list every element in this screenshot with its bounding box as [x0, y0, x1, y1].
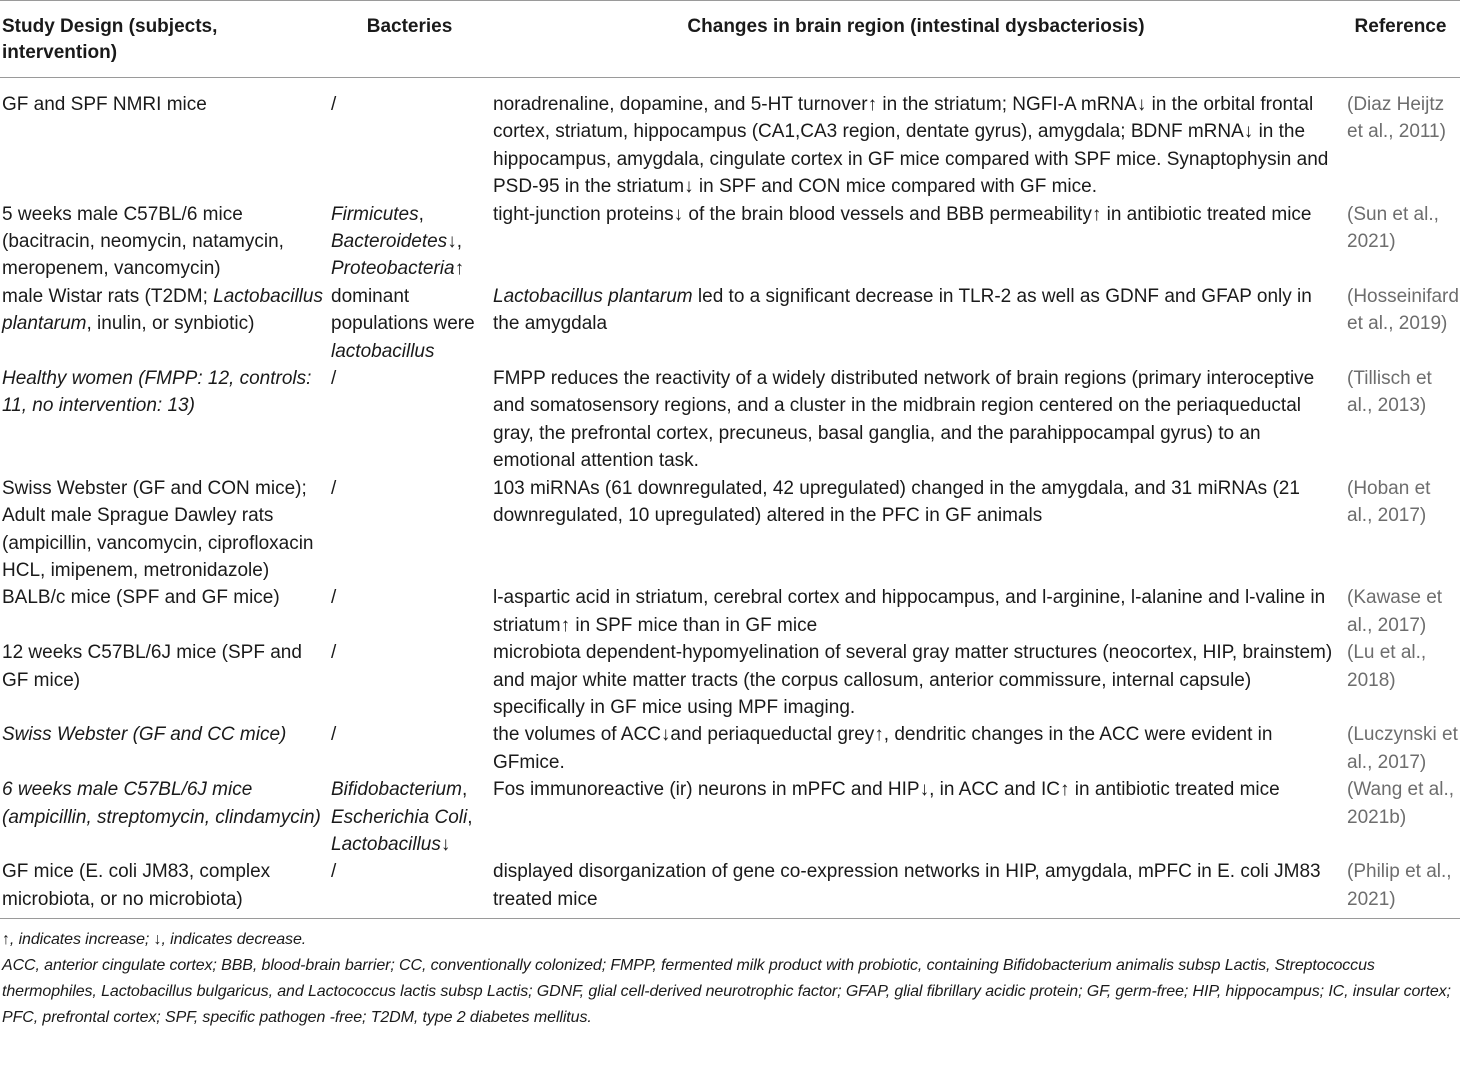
cell-design: Swiss Webster (GF and CON mice); Adult male Sprague Dawley rats (ampicillin, vancomycin, ciprofloxacin HCL, imipenem, metronidazole) — [2, 477, 314, 581]
bacteria-name: Escherichia Coli — [331, 806, 468, 828]
table-row — [0, 78, 1460, 201]
cell-reference-link[interactable]: (Lu et al., 2018) — [1347, 642, 1427, 691]
bacteria-name: Bacteroidetes — [331, 231, 448, 253]
bacteria-name: Firmicutes — [331, 203, 419, 225]
cell-changes: 103 miRNAs (61 downregulated, 42 upregulated) changed in the amygdala, and 31 miRNAs (21 downregulated, 10 upregulated) altered in the PFC in GF animals — [493, 477, 1300, 527]
header-changes: Changes in brain region (intestinal dysbacteriosis) — [491, 1, 1341, 78]
cell-design: GF mice (E. coli JM83, complex microbiota, or no microbiota) — [2, 861, 271, 910]
bacteria-sep: , — [467, 806, 473, 828]
footnote-abbreviations: ACC, anterior cingulate cortex; BBB, blood-brain barrier; CC, conventionally colonized; FMPP, fermented milk product with probiotic, containing Bifidobacterium animalis subsp Lactis, Streptococcus thermophiles, Lactobacillus bulgaricus, and Lactococcus lactis subsp Lactis; GDNF, glial cell-derived neurotrophic factor; GFAP, glial fibrillary acidic protein; GF, germ-free; HIP, hippocampus; IC, insular cortex; PFC, prefrontal cortex; SPF, specific pathogen -free; T2DM, type 2 diabetes mellitus. — [2, 957, 1451, 1027]
cell-bacteria — [328, 776, 491, 858]
cell-reference-link[interactable]: (Wang et al., 2021b) — [1347, 779, 1455, 828]
cell-changes: noradrenaline, dopamine, and 5-HT turnover↑ in the striatum; NGFI-A mRNA↓ in the orbital frontal cortex, striatum, hippocampus (CA1,CA3 region, dentate gyrus), amygdala; BDNF mRNA↓ in the hippocampus, amygdala, cingulate cortex in GF mice compared with SPF mice. Synaptophysin and PSD-95 in the striatum↓ in SPF and CON mice compared with GF mice. — [493, 94, 1329, 198]
table-row — [0, 365, 1460, 475]
cell-reference-link[interactable]: (Hoban et al., 2017) — [1347, 477, 1431, 527]
bacteria-sep: , — [461, 779, 468, 801]
table-row — [0, 776, 1460, 858]
footnote-arrows: ↑, indicates increase; ↓, indicates decrease. — [2, 931, 307, 949]
table-row — [0, 721, 1460, 776]
cell-bacteria: / — [331, 477, 337, 499]
cell-changes: microbiota dependent-hypomyelination of several gray matter structures (neocortex, HIP, brainstem) and major white matter tracts (the corpus callosum, anterior commissure, internal capsule) specifically in GF mice using MPF imaging. — [493, 642, 1333, 718]
cell-bacteria: / — [331, 94, 337, 115]
cell-changes: Fos immunoreactive (ir) neurons in mPFC and HIP↓, in ACC and IC↑ in antibiotic treated mice — [493, 779, 1280, 801]
cell-reference-link[interactable]: (Kawase et al., 2017) — [1347, 587, 1443, 636]
cell-design: Healthy women (FMPP: 12, controls: 11, no intervention: 13) — [2, 368, 312, 417]
cell-changes: l-aspartic acid in striatum, cerebral cortex and hippocampus, and l-arginine, l-alanine and l-valine in striatum↑ in SPF mice than in GF mice — [493, 587, 1326, 636]
cell-bacteria: / — [331, 724, 337, 746]
cell-bacteria: / — [331, 642, 337, 664]
table-row — [0, 639, 1460, 721]
cell-design: BALB/c mice (SPF and GF mice) — [2, 587, 280, 609]
bacteria-name: Lactobacillus — [331, 833, 441, 855]
cell-bacteria: / — [331, 368, 337, 390]
bacteria-sep: , — [418, 203, 424, 225]
cell-changes: FMPP reduces the reactivity of a widely distributed network of brain regions (primary interoceptive and somatosensory regions, and a cluster in the midbrain region centered on the periaqueductal gray, the prefrontal cortex, precuneus, basal ganglia, and the parahippocampal gyrus) to an emotional attention task. — [493, 368, 1315, 472]
bacteria-name: Proteobacteria — [331, 258, 455, 280]
table-row — [0, 201, 1460, 283]
cell-design — [0, 283, 328, 365]
design-species: Lactobacillus plantarum — [2, 285, 323, 335]
table-row — [0, 475, 1460, 585]
cell-design: GF and SPF NMRI mice — [2, 94, 207, 115]
bacteria-sep: ↑ — [454, 258, 465, 280]
bacteria-name: lactobacillus — [331, 340, 435, 362]
cell-reference-link[interactable]: (Hosseinifard et al., 2019) — [1347, 285, 1459, 335]
table-header-row — [0, 1, 1460, 78]
cell-changes: the volumes of ACC↓and periaqueductal grey↑, dendritic changes in the ACC were evident in GFmice. — [493, 724, 1273, 773]
table-row — [0, 283, 1460, 365]
cell-reference-link[interactable]: (Philip et al., 2021) — [1347, 861, 1452, 910]
header-bacteries: Bacteries — [328, 1, 491, 78]
table-row — [0, 858, 1460, 918]
bacteria-sep: ↓ — [440, 833, 451, 855]
cell-reference-link[interactable]: (Tillisch et al., 2013) — [1347, 368, 1432, 417]
table-row — [0, 584, 1460, 639]
cell-bacteria: / — [331, 861, 337, 883]
cell-changes — [491, 283, 1341, 365]
cell-bacteria: / — [331, 587, 337, 609]
bacteria-sep: ↓, — [447, 231, 462, 253]
changes-text: led to a significant decrease in TLR-2 as well as GDNF and GFAP only in the amygdala — [493, 285, 1312, 335]
cell-design: 12 weeks C57BL/6J mice (SPF and GF mice) — [2, 642, 302, 691]
table-footnotes — [0, 919, 1460, 1032]
cell-bacteria — [328, 283, 491, 365]
cell-reference-link[interactable]: (Diaz Heijtz et al., 2011) — [1347, 94, 1446, 143]
bacteria-name: Bifidobacterium — [331, 779, 462, 801]
header-reference: Reference — [1341, 1, 1460, 78]
changes-species: Lactobacillus plantarum — [493, 285, 693, 307]
header-study-design: Study Design (subjects, intervention) — [0, 1, 328, 78]
cell-design: Swiss Webster (GF and CC mice) — [2, 724, 287, 746]
cell-changes: tight-junction proteins↓ of the brain blood vessels and BBB permeability↑ in antibiotic treated mice — [493, 203, 1312, 225]
cell-reference-link[interactable]: (Sun et al., 2021) — [1347, 203, 1439, 253]
cell-design: 6 weeks male C57BL/6J mice (ampicillin, streptomycin, clindamycin) — [2, 779, 321, 828]
cell-bacteria — [328, 201, 491, 283]
table-footer-row — [0, 919, 1460, 1032]
cell-reference-link[interactable]: (Luczynski et al., 2017) — [1347, 724, 1458, 773]
design-text: male Wistar rats (T2DM; — [2, 285, 214, 307]
cell-design: 5 weeks male C57BL/6 mice (bacitracin, neomycin, natamycin, meropenem, vancomycin) — [2, 203, 284, 280]
cell-changes: displayed disorganization of gene co-expression networks in HIP, amygdala, mPFC in E. coli JM83 treated mice — [493, 861, 1321, 910]
bacteria-text: dominant populations were — [331, 285, 475, 335]
design-text: , inulin, or synbiotic) — [86, 313, 255, 335]
